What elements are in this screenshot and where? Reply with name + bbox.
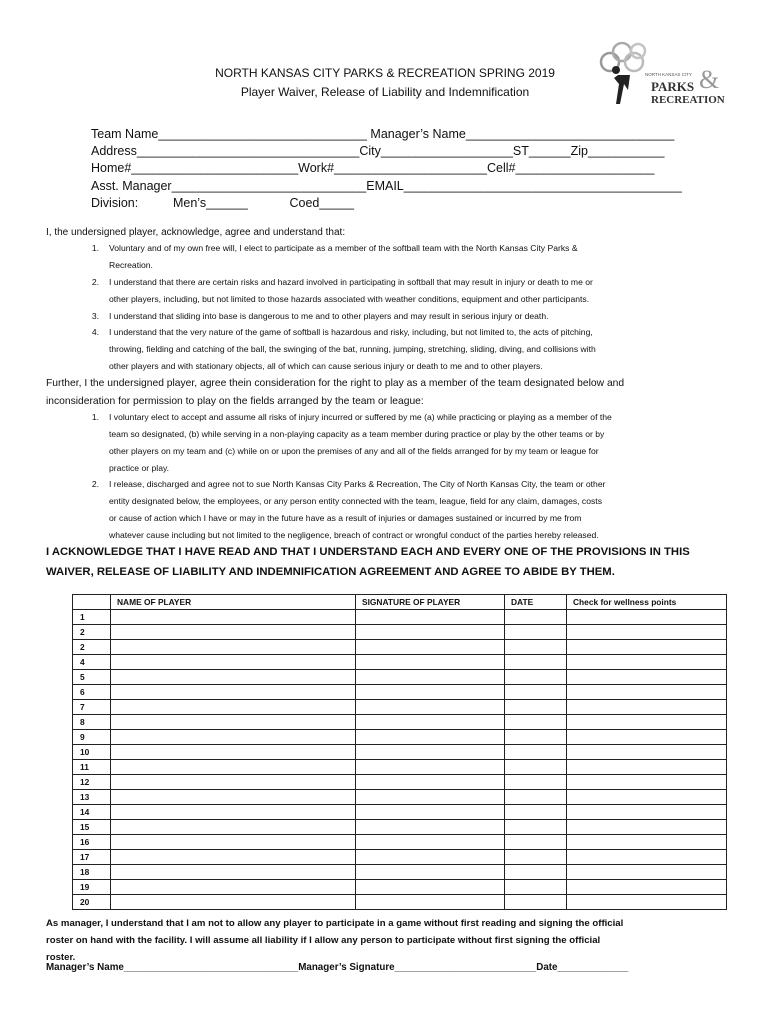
wellness-check-cell[interactable] <box>567 700 727 715</box>
row-number: 13 <box>73 790 111 805</box>
date-cell[interactable] <box>505 655 567 670</box>
row-number: 10 <box>73 745 111 760</box>
wellness-check-cell[interactable] <box>567 640 727 655</box>
form-field-division: Division: Men’s______ Coed_____ <box>91 196 355 210</box>
row-number: 5 <box>73 670 111 685</box>
item-line: other players on my team and (c) while on or upon the premises of any and all of the fields arranged for by my team or league for <box>109 446 599 456</box>
player-name-cell[interactable] <box>111 700 356 715</box>
item-line: I understand that there are certain risks and hazard involved in participating in softball that may result in injury or death to me or <box>109 277 593 287</box>
table-row <box>73 805 727 820</box>
list-item <box>85 324 735 375</box>
acknowledge-line: I ACKNOWLEDGE THAT I HAVE READ AND THAT I UNDERSTAND EACH AND EVERY ONE OF THE PROVISIONS IN THIS <box>46 546 690 558</box>
item-line: other players, including, but not limited to those hazards associated with weather conditions, equipment and other participants. <box>109 294 590 304</box>
wellness-check-cell[interactable] <box>567 625 727 640</box>
wellness-check-cell[interactable] <box>567 895 727 910</box>
player-name-cell[interactable] <box>111 610 356 625</box>
player-signature-cell[interactable] <box>356 835 505 850</box>
table-row <box>73 850 727 865</box>
wellness-check-cell[interactable] <box>567 775 727 790</box>
row-number: 12 <box>73 775 111 790</box>
player-signature-cell[interactable] <box>356 655 505 670</box>
item-line: I voluntary elect to accept and assume all risks of injury incurred or suffered by me (a) while practicing or playing as a member of the <box>109 412 612 422</box>
list-item <box>85 274 735 308</box>
item-number: 2. <box>91 479 99 489</box>
player-signature-cell[interactable] <box>356 685 505 700</box>
form-field-asst-manager: Asst. Manager____________________________EMAIL________________________________________ <box>91 179 682 193</box>
list-item <box>85 409 735 477</box>
item-line: whatever cause including but not limited to the negligence, breach of contract or wrongful conduct of the parties hereby released. <box>109 530 599 540</box>
date-cell[interactable] <box>505 685 567 700</box>
date-cell[interactable] <box>505 865 567 880</box>
player-name-cell[interactable] <box>111 760 356 775</box>
player-name-cell[interactable] <box>111 805 356 820</box>
row-number: 20 <box>73 895 111 910</box>
player-name-cell[interactable] <box>111 730 356 745</box>
date-cell[interactable] <box>505 760 567 775</box>
further-paragraph <box>46 375 624 411</box>
date-cell[interactable] <box>505 895 567 910</box>
table-row <box>73 790 727 805</box>
row-number: 9 <box>73 730 111 745</box>
player-name-cell[interactable] <box>111 865 356 880</box>
player-signature-cell[interactable] <box>356 670 505 685</box>
date-cell[interactable] <box>505 790 567 805</box>
form-field-team: Team Name______________________________ Manager’s Name______________________________ <box>91 127 675 141</box>
date-cell[interactable] <box>505 850 567 865</box>
player-name-cell[interactable] <box>111 685 356 700</box>
col-name: NAME OF PLAYER <box>111 595 356 610</box>
player-name-cell[interactable] <box>111 880 356 895</box>
manager-note <box>46 915 623 966</box>
table-row <box>73 670 727 685</box>
item-line: entity designated below, the employees, or any person entity connected with the team, league, field for any claim, damages, costs <box>109 496 602 506</box>
item-number: 3. <box>91 311 99 321</box>
player-name-cell[interactable] <box>111 670 356 685</box>
row-number: 18 <box>73 865 111 880</box>
table-row <box>73 880 727 895</box>
logo-ampersand: & <box>699 65 720 94</box>
date-cell[interactable] <box>505 670 567 685</box>
player-signature-cell[interactable] <box>356 865 505 880</box>
list-item <box>85 240 735 274</box>
row-number: 4 <box>73 655 111 670</box>
date-cell[interactable] <box>505 730 567 745</box>
item-number: 1. <box>91 412 99 422</box>
form-field-address: Address________________________________City___________________ST______Zip___________ <box>91 144 665 158</box>
list-item <box>85 308 735 325</box>
player-signature-cell[interactable] <box>356 610 505 625</box>
player-name-cell[interactable] <box>111 820 356 835</box>
logo-small-text: NORTH KANSAS CITY <box>645 72 692 77</box>
row-number: 2 <box>73 625 111 640</box>
table-row <box>73 655 727 670</box>
player-signature-cell[interactable] <box>356 880 505 895</box>
table-row <box>73 775 727 790</box>
player-name-cell[interactable] <box>111 715 356 730</box>
manager-note-line: As manager, I understand that I am not to allow any player to participate in a game without first reading and signing the official <box>46 918 624 929</box>
wellness-check-cell[interactable] <box>567 865 727 880</box>
item-line: Recreation. <box>109 260 153 270</box>
player-signature-cell[interactable] <box>356 895 505 910</box>
col-signature: SIGNATURE OF PLAYER <box>356 595 505 610</box>
wellness-check-cell[interactable] <box>567 790 727 805</box>
player-signature-cell[interactable] <box>356 850 505 865</box>
row-number: 14 <box>73 805 111 820</box>
player-name-cell[interactable] <box>111 790 356 805</box>
player-signature-cell[interactable] <box>356 730 505 745</box>
page-title: NORTH KANSAS CITY PARKS & RECREATION SPRING 2019 <box>215 66 555 80</box>
col-date: DATE <box>505 595 567 610</box>
item-line: Voluntary and of my own free will, I elect to participate as a member of the softball team with the North Kansas City Parks & <box>109 243 578 253</box>
wellness-check-cell[interactable] <box>567 880 727 895</box>
col-wellness: Check for wellness points <box>567 595 727 610</box>
date-cell[interactable] <box>505 625 567 640</box>
date-cell[interactable] <box>505 640 567 655</box>
table-row <box>73 685 727 700</box>
player-name-cell[interactable] <box>111 640 356 655</box>
date-cell[interactable] <box>505 715 567 730</box>
item-number: 4. <box>91 327 99 337</box>
wellness-check-cell[interactable] <box>567 760 727 775</box>
player-name-cell[interactable] <box>111 850 356 865</box>
player-signature-cell[interactable] <box>356 775 505 790</box>
player-name-cell[interactable] <box>111 895 356 910</box>
row-number: 11 <box>73 760 111 775</box>
table-row <box>73 700 727 715</box>
wellness-check-cell[interactable] <box>567 685 727 700</box>
player-name-cell[interactable] <box>111 775 356 790</box>
wellness-check-cell[interactable] <box>567 820 727 835</box>
further-line: Further, I the undersigned player, agree thein consideration for the right to play as a member of the team designated below and <box>46 378 625 389</box>
row-number: 15 <box>73 820 111 835</box>
wellness-check-cell[interactable] <box>567 610 727 625</box>
item-line: I release, discharged and agree not to sue North Kansas City Parks & Recreation, The City of North Kansas City, the team or other <box>109 479 606 489</box>
date-cell[interactable] <box>505 880 567 895</box>
item-line: I understand that the very nature of the game of softball is hazardous and risky, including, but not limited to, the acts of pitching, <box>109 327 593 337</box>
wellness-check-cell[interactable] <box>567 730 727 745</box>
player-signature-cell[interactable] <box>356 640 505 655</box>
table-header-row <box>73 595 727 610</box>
row-number: 8 <box>73 715 111 730</box>
table-row <box>73 760 727 775</box>
row-number: 2 <box>73 640 111 655</box>
table-row <box>73 835 727 850</box>
table-row <box>73 865 727 880</box>
manager-signature-line: Manager’s Name________________________________Manager’s Signature__________________________Date_____________ <box>46 962 629 973</box>
acknowledge-statement <box>46 542 690 582</box>
date-cell[interactable] <box>505 745 567 760</box>
wellness-check-cell[interactable] <box>567 670 727 685</box>
item-line: throwing, fielding and catching of the ball, the swinging of the bat, running, jumping, stretching, sliding, diving, and collisions with <box>109 344 596 354</box>
player-signature-cell[interactable] <box>356 625 505 640</box>
row-number: 16 <box>73 835 111 850</box>
logo-parks: PARKS <box>651 79 695 94</box>
player-signature-cell[interactable] <box>356 700 505 715</box>
table-row <box>73 715 727 730</box>
list-item <box>85 476 735 544</box>
date-cell[interactable] <box>505 700 567 715</box>
wellness-check-cell[interactable] <box>567 715 727 730</box>
manager-note-line: roster on hand with the facility. I will assume all liability if I allow any person to participate without first signing the official <box>46 935 601 946</box>
table-row <box>73 895 727 910</box>
item-line: or cause of action which I have or may in the future have as a result of injuries or damages sustained or incurred by me from <box>109 513 582 523</box>
row-number: 1 <box>73 610 111 625</box>
further-line: inconsideration for permission to play on the fields arranged by the team or league: <box>46 396 424 407</box>
item-line: practice or play. <box>109 463 170 473</box>
row-number: 17 <box>73 850 111 865</box>
player-signature-cell[interactable] <box>356 745 505 760</box>
date-cell[interactable] <box>505 805 567 820</box>
item-number: 1. <box>91 243 99 253</box>
item-number: 2. <box>91 277 99 287</box>
date-cell[interactable] <box>505 775 567 790</box>
player-name-cell[interactable] <box>111 745 356 760</box>
wellness-check-cell[interactable] <box>567 835 727 850</box>
row-number: 19 <box>73 880 111 895</box>
date-cell[interactable] <box>505 820 567 835</box>
row-number: 6 <box>73 685 111 700</box>
player-signature-cell[interactable] <box>356 790 505 805</box>
player-signature-cell[interactable] <box>356 715 505 730</box>
player-signature-cell[interactable] <box>356 760 505 775</box>
manager-note-line: roster. <box>46 952 76 963</box>
page-subtitle: Player Waiver, Release of Liability and Indemnification <box>240 85 530 99</box>
row-number: 7 <box>73 700 111 715</box>
table-row <box>73 730 727 745</box>
roster-table <box>72 594 727 910</box>
player-signature-cell[interactable] <box>356 820 505 835</box>
wellness-check-cell[interactable] <box>567 805 727 820</box>
logo-recreation: RECREATION <box>651 94 725 106</box>
player-signature-cell[interactable] <box>356 805 505 820</box>
item-line: team so designated, (b) while serving in a non-playing capacity as a team member during practice or play by the other teams or by <box>109 429 605 439</box>
table-row <box>73 625 727 640</box>
intro-text: I, the undersigned player, acknowledge, agree and understand that: <box>46 227 346 238</box>
item-line: I understand that sliding into base is dangerous to me and to other players and may result in serious injury or death. <box>109 311 549 321</box>
player-name-cell[interactable] <box>111 835 356 850</box>
table-row <box>73 745 727 760</box>
table-row <box>73 610 727 625</box>
table-row <box>73 640 727 655</box>
date-cell[interactable] <box>505 610 567 625</box>
form-field-phone: Home#________________________Work#______________________Cell#____________________ <box>91 161 655 175</box>
player-name-cell[interactable] <box>111 625 356 640</box>
wellness-check-cell[interactable] <box>567 850 727 865</box>
item-line: other players and with stationary objects, all of which can cause serious injury or death to me and to other players. <box>109 361 543 371</box>
wellness-check-cell[interactable] <box>567 745 727 760</box>
date-cell[interactable] <box>505 835 567 850</box>
col-number <box>73 595 111 610</box>
acknowledge-line: WAIVER, RELEASE OF LIABILITY AND INDEMNIFICATION AGREEMENT AND AGREE TO ABIDE BY THEM. <box>46 566 615 578</box>
table-row <box>73 820 727 835</box>
player-name-cell[interactable] <box>111 655 356 670</box>
wellness-check-cell[interactable] <box>567 655 727 670</box>
